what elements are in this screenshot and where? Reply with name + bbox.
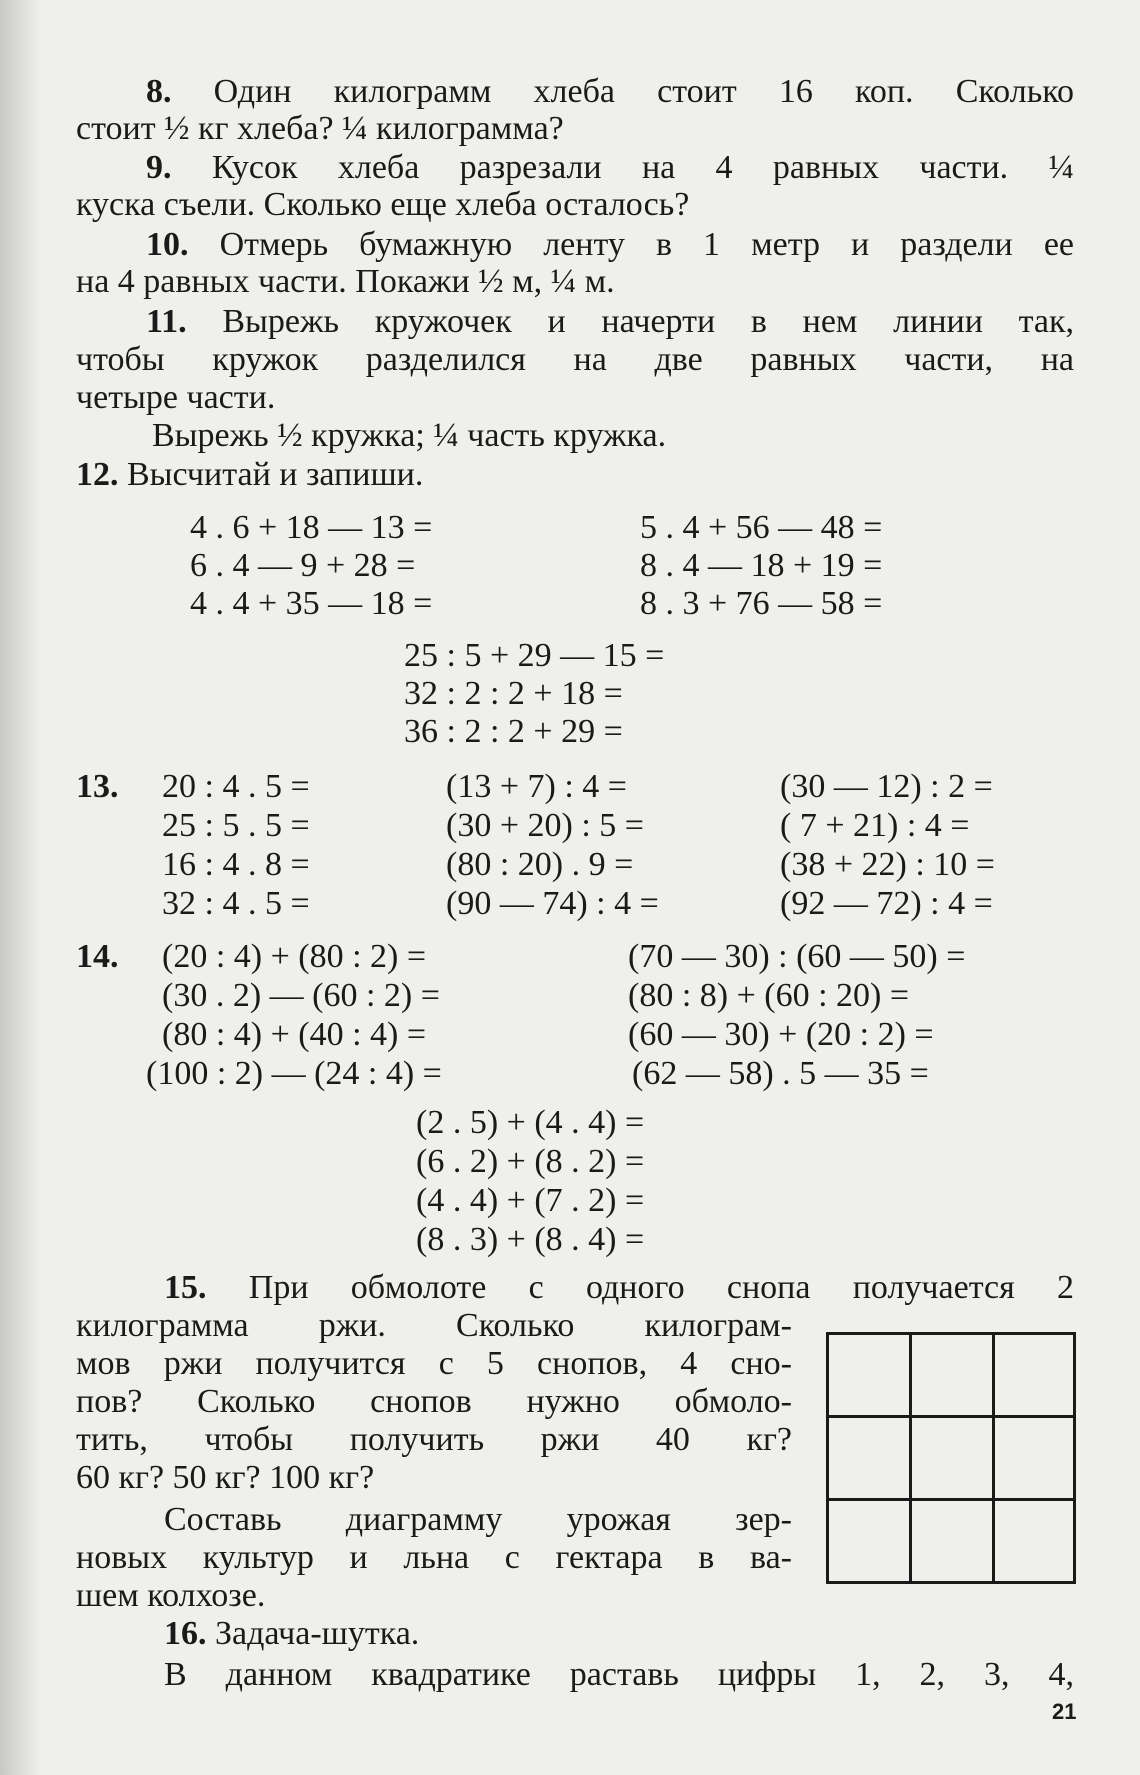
problem-13-number: 13. — [76, 768, 119, 805]
p12-right-2: 8 . 4 — 18 + 19 = — [640, 547, 883, 584]
problem-8-line-1: 8. Один килограмм хлеба стоит 16 коп. Сколько — [146, 73, 1074, 110]
problem-16-line-1: В данном квадратике раставь цифры 1, 2, 3, 4, — [164, 1656, 1074, 1693]
problem-8-line-2: стоит ½ кг хлеба? ¼ килограмма? — [76, 110, 564, 147]
p12-center-3: 36 : 2 : 2 + 29 = — [404, 713, 623, 750]
problem-10-number: 10. — [146, 226, 189, 263]
problem-15-line-9: шем колхозе. — [76, 1577, 266, 1614]
problem-10-line-1: 10. Отмерь бумажную ленту в 1 метр и раздели ее — [146, 226, 1074, 263]
grid-line-h2 — [829, 1498, 1073, 1501]
p12-left-1: 4 . 6 + 18 — 13 = — [190, 509, 433, 546]
problem-15-line-7: Составь диаграмму урожая зер- — [164, 1501, 792, 1538]
problem-15-line-8: новых культур и льна с гектара в ва- — [76, 1539, 792, 1576]
problem-15-line-3: мов ржи получится с 5 снопов, 4 сно- — [76, 1345, 792, 1382]
p14-right-4: (62 — 58) . 5 — 35 = — [632, 1055, 929, 1092]
p14-left-2: (30 . 2) — (60 : 2) = — [162, 977, 440, 1014]
p13-col1-3: 16 : 4 . 8 = — [162, 846, 310, 883]
problem-15-number: 15. — [164, 1269, 207, 1306]
problem-11-line-2: чтобы кружок разделился на две равных части, на — [76, 341, 1074, 378]
problem-14-number: 14. — [76, 938, 119, 975]
p13-col3-2: ( 7 + 21) : 4 = — [780, 807, 970, 844]
p14-right-2: (80 : 8) + (60 : 20) = — [628, 977, 910, 1014]
problem-10-line-2: на 4 равных части. Покажи ½ м, ¼ м. — [76, 263, 615, 300]
problem-9-number: 9. — [146, 149, 172, 186]
p14-right-3: (60 — 30) + (20 : 2) = — [628, 1016, 934, 1053]
p14-left-1: (20 : 4) + (80 : 2) = — [162, 938, 427, 975]
problem-8-number: 8. — [146, 73, 172, 110]
p13-col2-3: (80 : 20) . 9 = — [446, 846, 634, 883]
p12-center-2: 32 : 2 : 2 + 18 = — [404, 675, 623, 712]
p12-center-1: 25 : 5 + 29 — 15 = — [404, 637, 665, 674]
problem-9-line-2: куска съели. Сколько еще хлеба осталось? — [76, 186, 690, 223]
problem-15-line-6: 60 кг? 50 кг? 100 кг? — [76, 1459, 375, 1496]
p14-right-1: (70 — 30) : (60 — 50) = — [628, 938, 966, 975]
p13-col3-4: (92 — 72) : 4 = — [780, 885, 993, 922]
grid-line-v1 — [909, 1335, 912, 1581]
p14-center-3: (4 . 4) + (7 . 2) = — [416, 1182, 645, 1219]
problem-11-line-1: 11. Вырежь кружочек и начерти в нем линии так, — [146, 303, 1075, 340]
page-edge-shadow — [0, 0, 40, 1775]
page-number: 21 — [1052, 1699, 1077, 1724]
problem-16-header: 16. Задача-шутка. — [164, 1615, 420, 1652]
p14-center-4: (8 . 3) + (8 . 4) = — [416, 1221, 645, 1258]
p14-center-1: (2 . 5) + (4 . 4) = — [416, 1104, 645, 1141]
p14-left-3: (80 : 4) + (40 : 4) = — [162, 1016, 427, 1053]
problem-11-line-4: Вырежь ½ кружка; ¼ часть кружка. — [152, 417, 667, 454]
p13-col1-2: 25 : 5 . 5 = — [162, 807, 310, 844]
problem-12-number: 12. — [76, 456, 119, 493]
grid-line-h1 — [829, 1415, 1073, 1418]
problem-15-line-4: пов? Сколько снопов нужно обмоло- — [76, 1383, 792, 1420]
grid-line-v2 — [992, 1335, 995, 1581]
p12-left-3: 4 . 4 + 35 — 18 = — [190, 585, 433, 622]
p12-right-3: 8 . 3 + 76 — 58 = — [640, 585, 883, 622]
p14-center-2: (6 . 2) + (8 . 2) = — [416, 1143, 645, 1180]
p13-col1-4: 32 : 4 . 5 = — [162, 885, 310, 922]
problem-9-line-1: 9. Кусок хлеба разрезали на 4 равных части. ¼ — [146, 149, 1074, 186]
problem-12-header: 12. Высчитай и запиши. — [76, 456, 424, 493]
p12-right-1: 5 . 4 + 56 — 48 = — [640, 509, 883, 546]
problem-11-line-3: четыре части. — [76, 379, 276, 416]
problem-15-line-2: килограмма ржи. Сколько килограм- — [76, 1307, 792, 1344]
problem-11-number: 11. — [146, 303, 187, 340]
problem-16-number: 16. — [164, 1615, 207, 1652]
problem-15-line-1: 15. При обмолоте с одного снопа получается 2 — [164, 1269, 1074, 1306]
p13-col2-4: (90 — 74) : 4 = — [446, 885, 659, 922]
p13-col1-1: 20 : 4 . 5 = — [162, 768, 310, 805]
three-by-three-grid — [826, 1332, 1076, 1584]
p13-col2-2: (30 + 20) : 5 = — [446, 807, 644, 844]
problem-15-line-5: тить, чтобы получить ржи 40 кг? — [76, 1421, 792, 1458]
p13-col2-1: (13 + 7) : 4 = — [446, 768, 627, 805]
p13-col3-3: (38 + 22) : 10 = — [780, 846, 995, 883]
p12-left-2: 6 . 4 — 9 + 28 = — [190, 547, 416, 584]
p14-left-4: (100 : 2) — (24 : 4) = — [146, 1055, 442, 1092]
p13-col3-1: (30 — 12) : 2 = — [780, 768, 993, 805]
